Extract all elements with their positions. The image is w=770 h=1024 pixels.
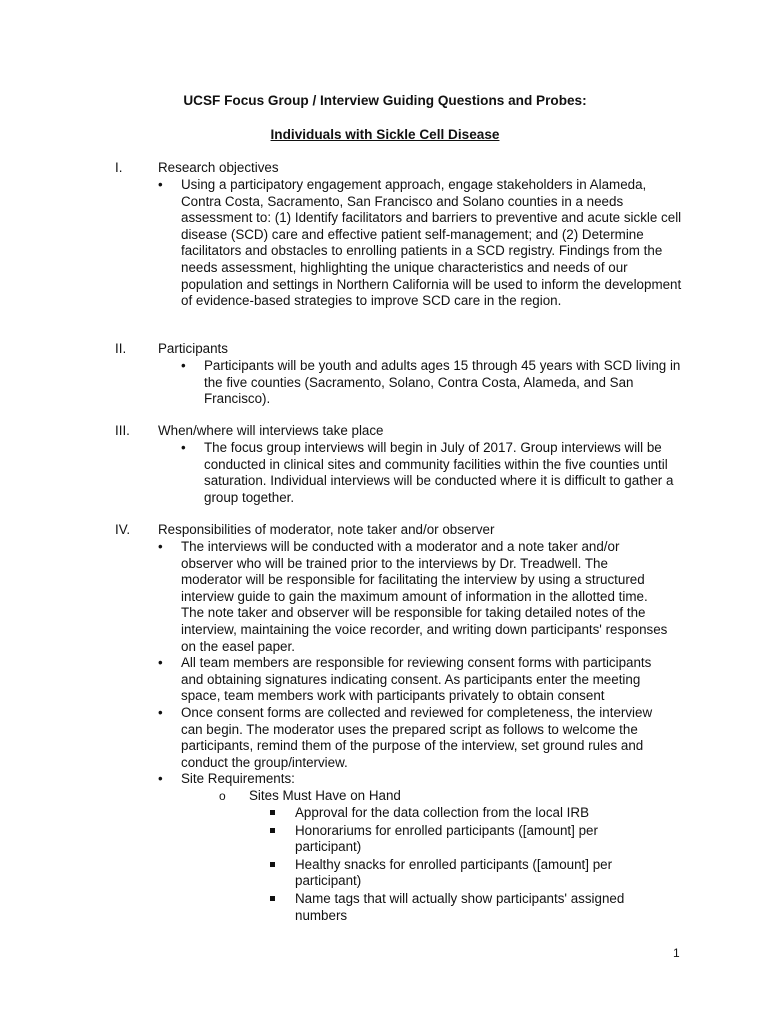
bullet-icon: • <box>158 655 163 671</box>
sub-list-item: o Sites Must Have on Hand <box>219 788 401 803</box>
square-bullet-icon <box>270 810 275 815</box>
bullet-list <box>158 177 683 310</box>
section-numeral: IV. <box>115 522 131 537</box>
bullet-list <box>181 358 681 408</box>
bullet-icon: • <box>181 440 186 455</box>
list-item: • The interviews will be conducted with a moderator and a note taker and/or observer who will be trained prior to the interviews by Dr. Treadwell. The moderator will be responsible for facilitating the interview by using a structured interview guide to gain the maximum amount of information in the allotted time. The note taker and observer will be responsible for taking detailed notes of the interview, maintaining the voice recorder, and writing down participants' responses on the easel paper. <box>158 539 668 654</box>
document-title: UCSF Focus Group / Interview Guiding Questions and Probes: <box>183 93 587 108</box>
hollow-bullet-icon: o <box>219 789 226 803</box>
section-numeral: II. <box>115 341 127 356</box>
sub-sub-list-item: Name tags that will actually show participants' assigned numbers <box>270 891 640 924</box>
bullet-icon: • <box>181 358 186 373</box>
list-item: • Participants will be youth and adults ages 15 through 45 years with SCD living in the five counties (Sacramento, Solano, Contra Costa, Alameda, and San Francisco). <box>181 358 681 407</box>
sub-sub-list-item: Honorariums for enrolled participants ([amount] per participant) <box>270 823 640 856</box>
sub-sub-list <box>270 805 640 925</box>
page-number: 1 <box>673 946 680 960</box>
square-bullet-icon <box>270 862 275 867</box>
bullet-icon: • <box>158 771 163 787</box>
list-item: • Using a participatory engagement approach, engage stakeholders in Alameda, Contra Costa, Sacramento, San Francisco and Solano counties in a needs assessment to: (1) Identify facilitators and barriers to preventive and acute sickle cell disease (SCD) care and effective patient self-management; and (2) Determine facilitators and obstacles to enrolling patients in a SCD registry. Findings from the needs assessment, highlighting the unique characteristics and needs of our population and settings in Northern California will be used to inform the development of evidence-based strategies to improve SCD care in the region. <box>158 177 682 309</box>
bullet-list <box>181 440 686 506</box>
bullet-icon: • <box>158 539 163 554</box>
section-heading: Participants <box>158 341 228 356</box>
sub-list <box>217 788 401 805</box>
bullet-list <box>158 539 668 788</box>
section-heading: Research objectives <box>158 160 279 175</box>
bullet-icon: • <box>158 704 163 720</box>
list-item: • The focus group interviews will begin in July of 2017. Group interviews will be conducted in clinical sites and community facilities within the five counties until saturation. Individual interviews will be conducted where it is difficult to gather a group together. <box>181 440 674 505</box>
document-subtitle: Individuals with Sickle Cell Disease <box>270 127 500 142</box>
list-item: • Site Requirements: <box>158 771 295 787</box>
section-heading: Responsibilities of moderator, note taker and/or observer <box>158 522 495 537</box>
section-numeral: III. <box>115 423 130 438</box>
section-numeral: I. <box>115 160 123 175</box>
square-bullet-icon <box>270 828 275 833</box>
list-item: • All team members are responsible for reviewing consent forms with participants and obtaining signatures indicating consent. As participants enter the meeting space, team members work with participants privately to obtain consent <box>158 655 652 704</box>
square-bullet-icon <box>270 896 275 901</box>
sub-sub-list-item: Healthy snacks for enrolled participants ([amount] per participant) <box>270 857 640 890</box>
section-heading: When/where will interviews take place <box>158 423 384 438</box>
bullet-icon: • <box>158 177 163 192</box>
list-item: • Once consent forms are collected and reviewed for completeness, the interview can begin. The moderator uses the prepared script as follows to welcome the participants, remind them of the purpose of the interview, set ground rules and conduct the group/interview. <box>158 704 653 770</box>
sub-sub-list-item: Approval for the data collection from the local IRB <box>270 805 640 822</box>
